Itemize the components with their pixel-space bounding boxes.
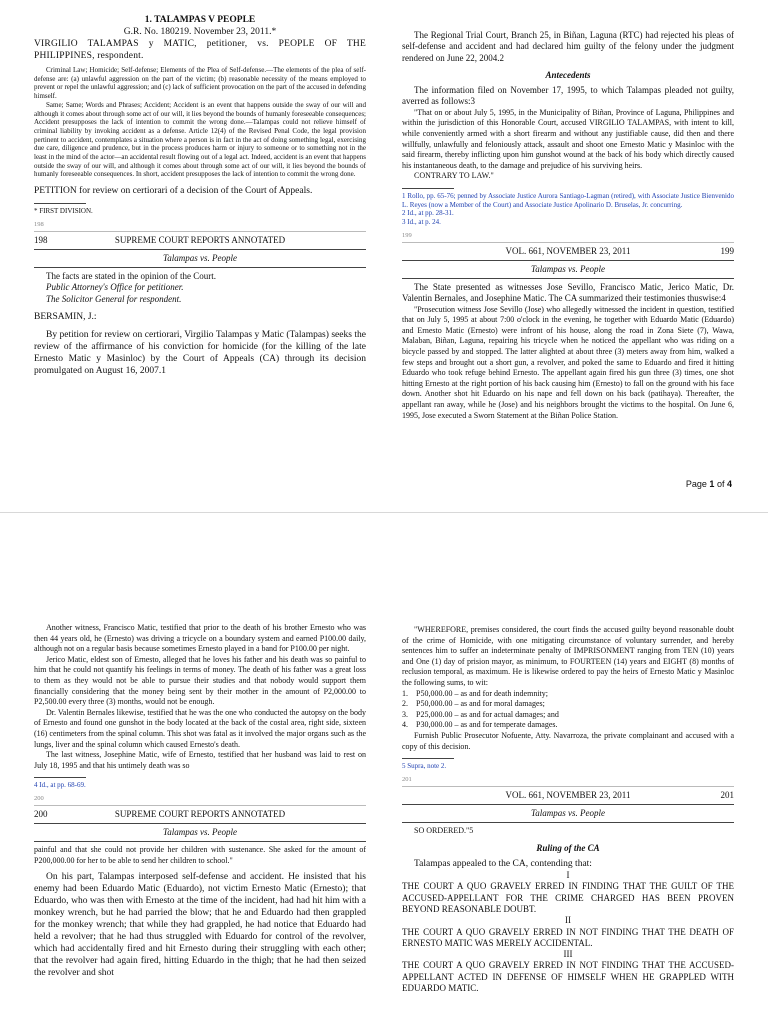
page-number: 200 bbox=[34, 809, 48, 820]
error-number: II bbox=[565, 915, 571, 926]
syllabus-accident: Same; Same; Words and Phrases; Accident; Accident is an event that happens outside the sway of our will and although it comes about through some act of our will, it lies beyond the bounds of humanly foreseeable consequences; Accident presupposes the lack of intention to commit the wrong done.—Talampas could not relieve himself of criminal liability by invoking accident as a defense. Article 12(4) of the Revised Penal Code, the legal provision pertinent to accident, contemplates a situation where a person is in fact in the act of doing something legal, exercising due care, diligence and prudence, but in the process produces harm or injury to someone or to something not in the least in the mind of the actor—an accidental result flowing out of a legal act. Indeed, accident is an event that happens outside the sway of our will, and although it comes about through some act of our will, it lies beyond the bounds of humanly foreseeable consequences. In short, accident presupposes the lack of intention to commit the wrong done. bbox=[34, 100, 366, 179]
page-number: 199 bbox=[720, 245, 734, 256]
header-rule bbox=[402, 822, 734, 823]
assigned-error-2: THE COURT A QUO GRAVELY ERRED IN NOT FINDING THAT THE DEATH OF ERNESTO MATIC WAS MERELY ACCIDENTAL. bbox=[402, 926, 734, 948]
running-title: Talampas vs. People bbox=[163, 252, 237, 263]
defense-paragraph: On his part, Talampas interposed self-defense and accident. He insisted that his enemy had been Eduardo Matic (Eduardo), not victim Ernesto Matic (Ernesto); that Eduardo, who was then with Ernesto at the time of the incident, had had hit him with a monkey wrench, but he had parried the blow; that he and Eduardo had then grappled for the monkey wrench; that while they had grappled, he had notice that Eduardo had held a revolver; that he had thus struggled with Eduardo for control of the revolver, which had accidentally fired and hit Ernesto during their struggling with each other; that the revolver had again fired, hitting Eduardo in the thigh; that he had then seized the revolver and shot bbox=[34, 871, 366, 978]
page-header-198 bbox=[34, 234, 366, 246]
appeal-intro: Talampas appealed to the CA, contending that: bbox=[414, 859, 592, 870]
antecedents-heading: Antecedents bbox=[545, 69, 591, 80]
counsel-petitioner: Public Attorney's Office for petitioner. bbox=[46, 282, 184, 293]
list-item: 1. P50,000.00 – as and for death indemnity; bbox=[402, 688, 548, 698]
list-item: 2. P50,000.00 – as and for moral damages; bbox=[402, 699, 545, 709]
page-header-200 bbox=[34, 808, 366, 820]
left-column bbox=[34, 623, 366, 1023]
footnote-4: 4 Id., at pp. 68-69. bbox=[34, 781, 86, 790]
error-number: I bbox=[566, 870, 570, 881]
error-number: III bbox=[563, 949, 573, 960]
page-number-mini: 199 bbox=[402, 231, 412, 239]
page-divider bbox=[34, 805, 366, 806]
assigned-error-3: THE COURT A QUO GRAVELY ERRED IN NOT FINDING THAT THE ACCUSED-APPELLANT ACTED IN DEFENSE OF HIMSELF WHEN HE GRAPPLED WITH EDUARDO MATIC. bbox=[402, 960, 734, 993]
list-item: 4. P30,000.00 – as and for temperate damages. bbox=[402, 720, 558, 730]
footnote-2: 2 Id., at pp. 28-31. bbox=[402, 209, 454, 218]
testimony-continued: painful and that she could not provide her children with sustenance. She asked for the amount of P200,000.00 for her to be able to send her children to school." bbox=[34, 845, 366, 865]
running-title: Talampas vs. People bbox=[531, 263, 605, 274]
page-number-mini: 200 bbox=[34, 795, 44, 803]
rtc-dispositive: "WHEREFORE, premises considered, the court finds the accused guilty beyond reasonable doubt of the crime of Homicide, with one mitigating circumstance of voluntary surrender, and hereby sentences him to suffer an indeterminate penalty of IMPRISONMENT ranging from TEN (10) years and One (1) day of prision mayor, as minimum, to FOURTEEN (14) years and EIGHT (8) months of reclusion temporal, as maximum. He is likewise ordered to pay the heirs of Ernesto Matic y Masinloc the following sums, to wit: bbox=[402, 625, 734, 687]
so-ordered: SO ORDERED."5 bbox=[414, 826, 474, 836]
footnote-divider bbox=[402, 758, 454, 759]
contrary-to-law: CONTRARY TO LAW." bbox=[414, 171, 494, 181]
furnish-line: Furnish Public Prosecutor Nofuente, Atty. Navarroza, the private complainant and accused with a copy of this decision. bbox=[402, 730, 734, 751]
witnesses-paragraph: The State presented as witnesses Jose Sevillo, Francisco Matic, Jerico Matic, Dr. Valentin Bernales, and Josephine Matic. The CA summarized their testimonies thuswise:4 bbox=[402, 282, 734, 304]
reporter-title: SUPREME COURT REPORTS ANNOTATED bbox=[114, 234, 286, 245]
testimony-francisco: Another witness, Francisco Matic, testified that prior to the death of his brother Ernesto who was then 44 years old, he (Ernesto) was driving a tricycle on a boundary system and earned P100.00 daily, although not on a regular basis because sometimes Ernesto played in a band for P100.00 per night. bbox=[34, 623, 366, 654]
page-indicator: Page 1 of 4 bbox=[685, 479, 732, 489]
running-title: Talampas vs. People bbox=[531, 807, 605, 818]
testimony-josephine: The last witness, Josephine Matic, wife of Ernesto, testified that her husband was laid to rest on July 18, 1995 and that his untimely death was so bbox=[34, 750, 366, 770]
running-title: Talampas vs. People bbox=[163, 827, 237, 838]
petition-line: PETITION for review on certiorari of a decision of the Court of Appeals. bbox=[34, 186, 313, 197]
page-divider bbox=[34, 231, 366, 232]
left-column bbox=[34, 14, 366, 510]
header-rule bbox=[34, 267, 366, 268]
case-title: 1. TALAMPAS V PEOPLE bbox=[144, 15, 256, 25]
ruling-heading: Ruling of the CA bbox=[536, 842, 600, 853]
footnote-5: 5 Supra, note 2. bbox=[402, 762, 447, 771]
volume-title: VOL. 661, NOVEMBER 23, 2011 bbox=[505, 789, 631, 800]
header-rule bbox=[34, 249, 366, 250]
opening-paragraph: By petition for review on certiorari, Virgilio Talampas y Matic (Talampas) seeks the review of the affirmance of his conviction for homicide (for the killing of the late Ernesto Matic y Masinloc) by the Court of Appeals (CA) through its decision promulgated on August 16, 2007.1 bbox=[34, 330, 366, 377]
list-item: 3. P25,000.00 – as and for actual damages; and bbox=[402, 709, 559, 719]
facts-line: The facts are stated in the opinion of the Court. bbox=[46, 271, 216, 282]
header-rule bbox=[34, 823, 366, 824]
page-header-199 bbox=[402, 245, 734, 257]
header-rule bbox=[402, 278, 734, 279]
assigned-error-1: THE COURT A QUO GRAVELY ERRED IN FINDING THAT THE GUILT OF THE ACCUSED-APPELLANT FOR THE CRIME CHARGED HAS BEEN PROVEN BEYOND REASONABLE DOUBT. bbox=[402, 881, 734, 914]
information-quote: "That on or about July 5, 1995, in the Municipality of Biñan, Province of Laguna, Philippines and within the jurisdiction of this Honorable Court, accused VIRGILIO TALAMPAS, with intent to kill, while conveniently armed with a short firearm and without any justifiable cause, did then and there willfully, unlawfully and feloniously attack, assault and shoot one Ernesto Matic y Masinloc with the said firearm, thereby inflicting upon him gunshot wound at the back of his body which directly caused his instantaneous death, to the damage and prejudice of his surviving heirs. bbox=[402, 107, 734, 170]
footnote-divider bbox=[402, 188, 454, 189]
page-divider bbox=[402, 786, 734, 787]
footnote-3: 3 Id., at p. 24. bbox=[402, 218, 441, 227]
case-parties: VIRGILIO TALAMPAS y MATIC, petitioner, vs. PEOPLE OF THE PHILIPPINES, respondent. bbox=[34, 39, 366, 61]
page-number: 198 bbox=[34, 234, 48, 245]
footnote-1: 1 Rollo, pp. 65-76; penned by Associate Justice Aurora Santiago-Lagman (retired), with Associate Justice Bienvenido L. Reyes (now a Member of the Court) and Associate Justice Apolinario D. Bruselas, Jr. concurring. bbox=[402, 191, 734, 209]
page-header-201 bbox=[402, 789, 734, 801]
right-column bbox=[402, 625, 734, 1023]
gr-number: G.R. No. 180219. November 23, 2011.* bbox=[123, 27, 277, 37]
testimony-bernales: Dr. Valentin Bernales likewise, testified that he was the one who conducted the autopsy on the body of Ernesto and found one gunshot in the body located at the back of the costal area, right side, sixteen (16) centimeters from the spinal column. This shot was fatal as it involved the major organs such as the lungs, liver and the spinal column which caused Ernesto's death. bbox=[34, 707, 366, 749]
reporter-title: SUPREME COURT REPORTS ANNOTATED bbox=[114, 809, 286, 820]
testimony-jose: "Prosecution witness Jose Sevillo (Jose) who allegedly witnessed the incident in question, testified that on July 5, 1995 at about 7:00 o'clock in the evening, he together with Eduardo Matic (Eduardo) and Ernesto Matic (Ernesto) were infront of his house, along the road in Zona Siete (7), Wawa, Malaban, Biñan, Laguna, repairing his tricycle when he noticed the appellant who was riding on a bicycle passed by and stopped. The latter alighted at about three (3) meters away from him, walked a few steps and brought out a short gun, a revolver, and poked the same to Eduardo and fired it hitting Eduardo who took refuge behind Ernesto. The appellant again fired his gun three (3) times, one shot hitting Ernesto at the right portion of his back causing him (Ernesto) to fall on the ground with his face down. Another shot hit Eduardo on his nape and fell down on his back (patihaya). Thereafter, the appellant ran away, while he (Jose) and his neighbors brought the victims to the hospital. On June 6, 1995, Jose executed a Sworn Statement at the Biñan Police Station. bbox=[402, 304, 734, 420]
volume-title: VOL. 661, NOVEMBER 23, 2011 bbox=[505, 245, 631, 256]
ponente: BERSAMIN, J.: bbox=[34, 312, 97, 323]
damages-list bbox=[402, 689, 734, 731]
header-rule bbox=[34, 841, 366, 842]
rtc-paragraph: The Regional Trial Court, Branch 25, in Biñan, Laguna (RTC) had rejected his pleas of self-defense and accident and had declared him guilty of the felony under the judgment rendered on June 22, 2004.2 bbox=[402, 30, 734, 63]
counsel-respondent: The Solicitor General for respondent. bbox=[46, 293, 182, 304]
document-page-2 bbox=[0, 512, 768, 1024]
page-number-mini: 198 bbox=[34, 220, 44, 228]
page-number-mini: 201 bbox=[402, 775, 412, 783]
right-column bbox=[402, 30, 734, 500]
syllabus-self-defense: Criminal Law; Homicide; Self-defense; Elements of the Plea of Self-defense.—The elements of the plea of self-defense are: (a) unlawful aggression on the part of the victim; (b) reasonable necessity of the means employed to prevent or repel the unlawful aggression; and (c) lack of sufficient provocation on the part of the accused in defending himself. bbox=[34, 66, 366, 101]
page-divider bbox=[402, 242, 734, 243]
footnote-divider bbox=[34, 777, 86, 778]
information-intro: The information filed on November 17, 1995, to which Talampas pleaded not guilty, averred as follows:3 bbox=[402, 85, 734, 107]
testimony-jerico: Jerico Matic, eldest son of Ernesto, alleged that he loves his father and his death was so painful to him that he could not quantify his feelings in terms of money. The death of his father was a great loss to them as they would not be able to pursue their studies and that nobody would support them financially considering that the money being sent by their mother in the amount of P2,000.00 to P2,500.00 every three (3) months, would not be enough. bbox=[34, 654, 366, 707]
header-rule bbox=[402, 260, 734, 261]
footnote-divider bbox=[34, 203, 86, 204]
header-rule bbox=[402, 804, 734, 805]
page-number: 201 bbox=[720, 789, 734, 800]
footnote-first-division: * FIRST DIVISION. bbox=[34, 207, 93, 216]
